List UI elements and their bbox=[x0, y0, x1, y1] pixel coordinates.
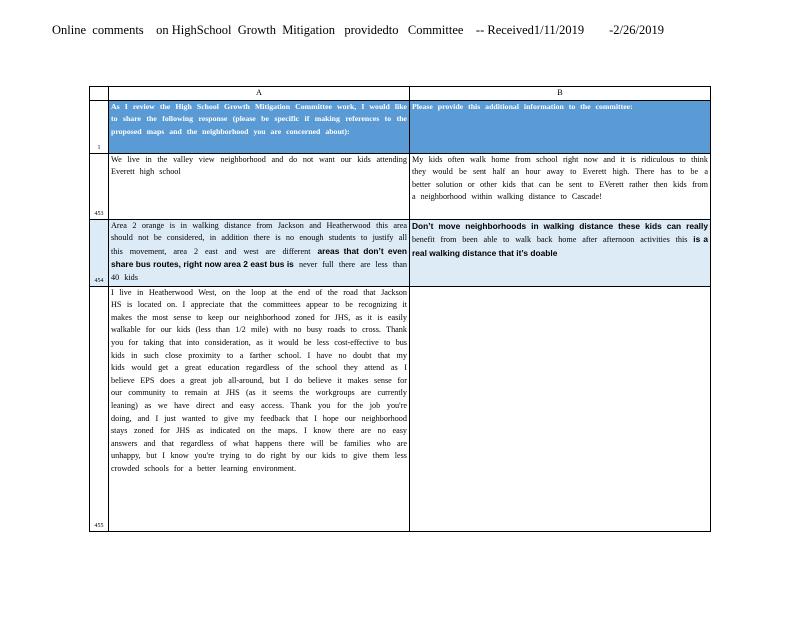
header-row bbox=[90, 100, 711, 153]
spreadsheet-table bbox=[89, 86, 711, 532]
cell-text: benefit from been able to walk back home after afternoon activities this bbox=[412, 235, 694, 245]
cell-a[interactable]: I live in Heatherwood West, on the loop at the end of the road that Jackson HS is located on. I appreciate that the committees appear to be recognizing it makes the most sense to keep our neighborhood zoned for JHS, as it is easily walkable for our kids (less than 1/2 mile) with no busy roads to cross. Thank you for taking that into consideration, as it would be less cost-effective to bus kids in such close proximity to a farther school. I have no doubt that my kids would get a great education regardless of the school they attend as I believe EPS does a great job all-around, but I do believe it makes sense for our community to remain at JHS (as it seems the workgroups are currently leaning) as we have direct and easy access. Thank you for the job you're doing, and I just wanted to give my feedback that I hope our neighborhood stays zoned for JHS as indicated on the maps. I know there are no easy answers and that regardless of what happens there will be families who are unhappy, but I know you're trying to do right by our kids to give them less crowded schools for a better learning environment. bbox=[109, 286, 410, 531]
corner-cell bbox=[90, 87, 109, 101]
cell-a[interactable]: We live in the valley view neighborhood and do not want our kids attending Everett high school bbox=[109, 153, 410, 219]
table-row bbox=[90, 153, 711, 219]
cell-text-bold: is a real walking distance that it’s doable bbox=[412, 234, 708, 258]
column-header-a[interactable]: A bbox=[109, 87, 410, 101]
row-number[interactable]: 455 bbox=[90, 286, 109, 531]
table-row bbox=[90, 286, 711, 531]
cell-a[interactable] bbox=[109, 219, 410, 286]
table-row bbox=[90, 219, 711, 286]
cell-b[interactable] bbox=[410, 219, 711, 286]
row-number[interactable]: 453 bbox=[90, 153, 109, 219]
row-number[interactable]: 1 bbox=[90, 100, 109, 153]
cell-b[interactable]: My kids often walk home from school right now and it is ridiculous to think they would be sent half an hour away to Everett high. There has to be a better solution or other kids that can be sent to EVerett rather then kids from a neighborhood within walking distance to Cascade! bbox=[410, 153, 711, 219]
column-header-b[interactable]: B bbox=[410, 87, 711, 101]
row-number[interactable]: 454 bbox=[90, 219, 109, 286]
header-cell-b[interactable]: Please provide this additional information to the committee: bbox=[410, 100, 711, 153]
cell-text-bold: Don’t move neighborhoods in walking distance these kids can really bbox=[412, 220, 708, 231]
document-title: Online comments on HighSchool Growth Mitigation providedto Committee -- Received1/11/2019 -2/26/2019 bbox=[52, 23, 664, 37]
cell-text: never full there are less than 40 kids bbox=[111, 260, 407, 282]
column-header-row bbox=[90, 87, 711, 101]
cell-text: Area 2 orange is in walking distance from Jackson and Heatherwood this area should not be considered, in addition there is no enough students to justify all this movement, area 2 east and west are different bbox=[111, 220, 407, 256]
header-cell-a[interactable]: As I review the High School Growth Mitigation Committee work, I would like to share the following response (please be specific if making references to the proposed maps and the neighborhood you are concerned about): bbox=[109, 100, 410, 153]
cell-text-bold: areas that don’t even share bus routes, right now area 2 east bus is bbox=[111, 245, 408, 270]
cell-b[interactable] bbox=[410, 286, 711, 531]
